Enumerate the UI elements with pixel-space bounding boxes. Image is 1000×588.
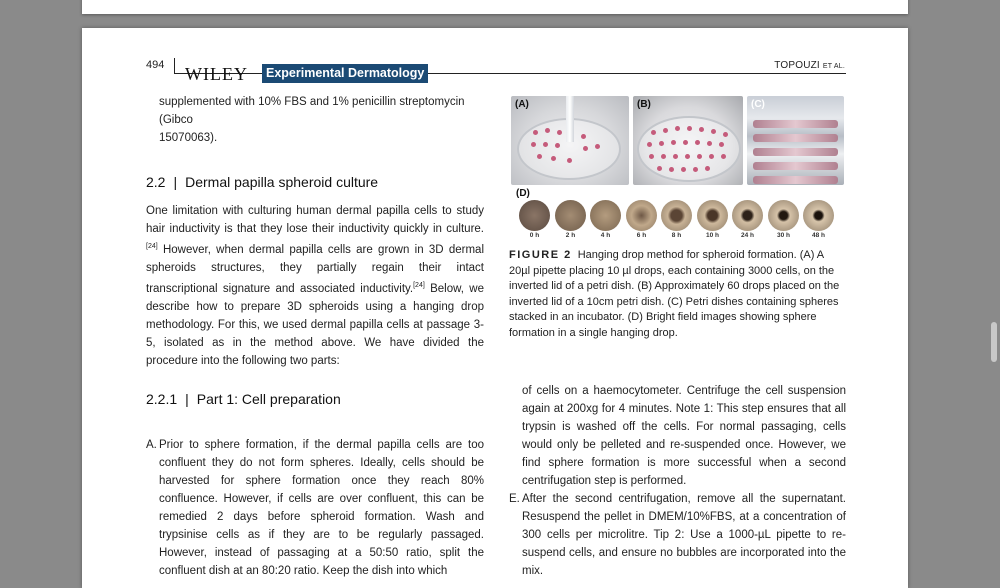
- time-label: 10 h: [705, 232, 719, 239]
- subsection-heading: 2.2.1 | Part 1: Cell preparation: [146, 391, 341, 407]
- section-heading: 2.2 | Dermal papilla spheroid culture: [146, 174, 379, 190]
- sphere-image: [697, 200, 728, 231]
- panel-c-label: (C): [751, 99, 765, 110]
- sphere-image: [768, 200, 799, 231]
- figure-caption: FIGURE 2 Hanging drop method for spheroid formation. (A) A 20µl pipette placing 10 µl drops, each containing 3000 cells, on the inverted lid of a petri dish. (B) Approximately 60 drops placed on the inverted lid of a 10cm petri dish. (C) Petri dishes containing spheres stacked in an incubator. (D) Bright field images showing sphere formation in a single hanging drop.: [509, 249, 840, 339]
- sphere-image: [519, 200, 550, 231]
- figure-panel-b-photo: [633, 96, 743, 185]
- journal-banner: Experimental Dermatology: [262, 64, 428, 83]
- time-label: 6 h: [636, 232, 647, 239]
- publisher-logo: WILEY: [185, 64, 248, 84]
- time-label: 0 h: [529, 232, 540, 239]
- figure-panel-c-photo: [747, 96, 844, 185]
- time-label: 30 h: [776, 232, 790, 239]
- sphere-image: [590, 200, 621, 231]
- figure-panel-a-photo: [511, 96, 629, 185]
- header-divider: [174, 58, 175, 74]
- sphere-image: [732, 200, 763, 231]
- page-number: 494: [146, 59, 165, 71]
- step-a-letter: A.: [146, 439, 157, 451]
- pipette: [566, 96, 574, 142]
- time-label: 24 h: [740, 232, 754, 239]
- sphere-image: [661, 200, 692, 231]
- section-paragraph: One limitation with culturing human dermal papilla cells to study hair inductivity is that they lose their inductivity quickly in culture.[24] However, when dermal papilla cells are grown in 3D dermal spheroids structures, they partially regain their intact transcriptional signature and associated inductivity.[24] Below, we describe how to prepare 3D spheroids using a hanging drop methodology. For this, we used dermal papilla cells at passage 3-5, isolated as in the method above. We have divided the procedure into the following two parts:: [146, 205, 484, 367]
- running-author: TOPOUZI ET AL.: [774, 60, 845, 71]
- continued-paragraph: of cells on a haemocytometer. Centrifuge the cell suspension again at 200xg for 4 minutes. Note 1: This step ensures that all trypsin is washed off the cells. For normal passaging, cells would only be pelleted and re-suspended once. However, we find sphere formation is more successful when a second centrifugation step is performed.: [522, 385, 846, 487]
- step-e-text: After the second centrifugation, remove all the supernatant. Resuspend the pellet in DMEM/10%FBS, at a concentration of 300 cells per microlitre. Tip 2: Use a 1000-µL pipette to re-suspend cells, and ensure no bubbles are incorporated into the mix.: [522, 493, 846, 577]
- sphere-image: [555, 200, 586, 231]
- panel-d-label: (D): [516, 188, 530, 199]
- panel-a-label: (A): [515, 99, 529, 110]
- previous-page-edge: [82, 0, 908, 14]
- sphere-image: [803, 200, 834, 231]
- step-e-letter: E.: [509, 493, 520, 505]
- intro-text: supplemented with 10% FBS and 1% penicillin streptomycin (Gibco 15070063).: [159, 96, 465, 144]
- time-label: 2 h: [565, 232, 576, 239]
- time-label: 48 h: [811, 232, 825, 239]
- sphere-image: [626, 200, 657, 231]
- time-label: 8 h: [671, 232, 682, 239]
- scrollbar-thumb[interactable]: [991, 322, 997, 362]
- document-page: [82, 28, 908, 588]
- panel-b-label: (B): [637, 99, 651, 110]
- time-label: 4 h: [600, 232, 611, 239]
- scrollbar[interactable]: [988, 0, 1000, 563]
- step-a-text: Prior to sphere formation, if the dermal papilla cells are too confluent they do not form spheres. Ideally, cells should be harvested for sphere formation once they reach 80% confluence. However, if cells are over confluent, this can be remedied 2 days before spheroid formation. Wash and trypsinise cells as if they are to be regularly passaged. However, instead of passaging at a 50:50 ratio, split the confluent dish at an 80:20 ratio. Keep the dish into which: [159, 439, 484, 577]
